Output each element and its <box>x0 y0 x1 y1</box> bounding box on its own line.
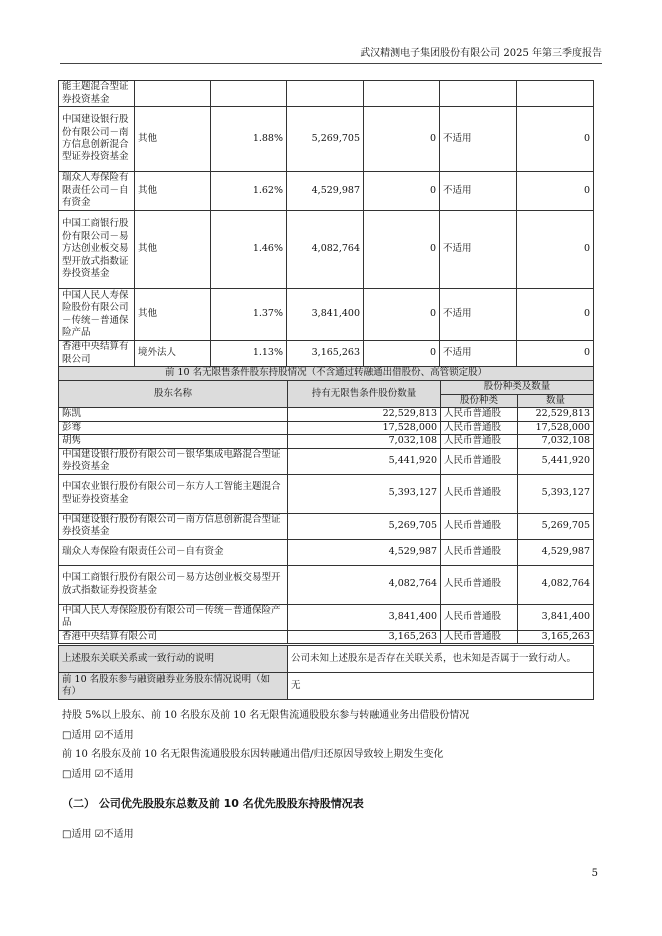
col-header-count: 数量 <box>518 395 594 408</box>
holding-shares: 3,165,263 <box>287 341 364 367</box>
shareholder-nature: 其他 <box>135 107 211 172</box>
share-count: 5,441,920 <box>518 448 594 474</box>
unrestricted-qty: 3,841,400 <box>288 604 441 630</box>
table-title-row <box>59 367 594 381</box>
table-row <box>59 630 594 643</box>
share-count: 5,269,705 <box>518 513 594 539</box>
preferred-applicability: □适用 ☑不适用 <box>62 829 134 840</box>
top10-shareholders-table <box>58 80 594 367</box>
table-row <box>59 646 594 673</box>
table-row <box>59 172 594 211</box>
table-row <box>59 604 594 630</box>
share-count: 4,082,764 <box>518 565 594 604</box>
col-header-kind: 股份种类 <box>441 395 518 408</box>
restricted-shares: 0 <box>364 341 440 367</box>
table-row <box>59 341 594 367</box>
share-kind: 人民币普通股 <box>441 435 518 448</box>
table-row <box>59 81 594 107</box>
unrestricted-qty: 22,529,813 <box>288 408 441 421</box>
holding-shares: 4,529,987 <box>287 172 364 211</box>
pledge-status: 不适用 <box>440 107 517 172</box>
table-row <box>59 539 594 565</box>
table-row <box>59 421 594 434</box>
share-count: 3,165,263 <box>518 630 594 643</box>
share-count: 17,528,000 <box>518 421 594 434</box>
shareholder-name: 能主题混合型证券投资基金 <box>59 81 135 107</box>
table-row <box>59 289 594 341</box>
margin-text: 无 <box>288 673 594 700</box>
restricted-shares: 0 <box>364 211 440 289</box>
lending-applicability: □适用 ☑不适用 <box>62 730 134 741</box>
unrestricted-qty: 3,165,263 <box>288 630 441 643</box>
pledge-status: 不适用 <box>440 289 517 341</box>
unrestricted-qty: 4,529,987 <box>288 539 441 565</box>
relation-text: 公司未知上述股东是否存在关联关系，也未知是否属于一致行动人。 <box>288 646 594 673</box>
share-kind: 人民币普通股 <box>441 565 518 604</box>
share-count: 7,032,108 <box>518 435 594 448</box>
table-row <box>59 565 594 604</box>
shareholder-name: 胡隽 <box>59 435 288 448</box>
margin-label: 前 10 名股东参与融资融券业务股东情况说明（如有） <box>59 673 288 700</box>
unrestricted-shareholders-table <box>58 366 594 644</box>
share-count: 22,529,813 <box>518 408 594 421</box>
shareholder-nature <box>135 81 211 107</box>
holding-pct: 1.37% <box>211 289 287 341</box>
shareholder-name: 中国建设银行股份有限公司－银华集成电路混合型证券投资基金 <box>59 448 288 474</box>
shareholder-name: 瑞众人寿保险有限责任公司－自有资金 <box>59 172 135 211</box>
shareholder-name: 中国人民人寿保险股份有限公司－传统－普通保险产品 <box>59 289 135 341</box>
restricted-shares <box>364 81 440 107</box>
unrestricted-qty: 4,082,764 <box>288 565 441 604</box>
shareholder-name: 香港中央结算有限公司 <box>59 630 288 643</box>
table-row <box>59 435 594 448</box>
pledge-qty: 0 <box>517 289 594 341</box>
share-count: 5,393,127 <box>518 474 594 513</box>
change-applicability: □适用 ☑不适用 <box>62 769 134 780</box>
pledge-qty: 0 <box>517 172 594 211</box>
change-disclosure-text: 前 10 名股东及前 10 名无限售流通股股东因转融通出借/归还原因导致较上期发生变化 <box>62 749 444 760</box>
holding-shares: 5,269,705 <box>287 107 364 172</box>
holding-shares: 4,082,764 <box>287 211 364 289</box>
table-title: 前 10 名无限售条件股东持股情况（不含通过转融通出借股份、高管锁定股） <box>59 367 594 381</box>
pledge-qty: 0 <box>517 211 594 289</box>
holding-pct: 1.13% <box>211 341 287 367</box>
table-row <box>59 448 594 474</box>
lending-disclosure-text: 持股 5%以上股东、前 10 名股东及前 10 名无限售流通股股东参与转融通业务出借股份情况 <box>62 710 470 721</box>
unrestricted-qty: 5,393,127 <box>288 474 441 513</box>
shareholder-name: 瑞众人寿保险有限责任公司－自有资金 <box>59 539 288 565</box>
shareholder-name: 中国农业银行股份有限公司－东方人工智能主题混合型证券投资基金 <box>59 474 288 513</box>
shareholder-notes-table <box>58 645 594 700</box>
share-kind: 人民币普通股 <box>441 474 518 513</box>
holding-pct <box>211 81 287 107</box>
unrestricted-qty: 5,441,920 <box>288 448 441 474</box>
holding-shares <box>287 81 364 107</box>
shareholder-nature: 其他 <box>135 211 211 289</box>
share-kind: 人民币普通股 <box>441 408 518 421</box>
table-row <box>59 211 594 289</box>
share-count: 4,529,987 <box>518 539 594 565</box>
holding-pct: 1.62% <box>211 172 287 211</box>
shareholder-name: 中国人民人寿保险股份有限公司－传统－普通保险产品 <box>59 604 288 630</box>
report-header <box>60 44 602 64</box>
shareholder-name: 陈凯 <box>59 408 288 421</box>
restricted-shares: 0 <box>364 172 440 211</box>
col-header-qty: 持有无限售条件股份数量 <box>288 381 441 408</box>
pledge-qty <box>517 81 594 107</box>
shareholder-name: 中国建设银行股份有限公司－南方信息创新混合型证券投资基金 <box>59 107 135 172</box>
share-kind: 人民币普通股 <box>441 448 518 474</box>
unrestricted-qty: 17,528,000 <box>288 421 441 434</box>
shareholder-nature: 其他 <box>135 289 211 341</box>
share-kind: 人民币普通股 <box>441 421 518 434</box>
share-kind: 人民币普通股 <box>441 604 518 630</box>
pledge-status: 不适用 <box>440 211 517 289</box>
report-title: 武汉精测电子集团股份有限公司 2025 年第三季度报告 <box>360 48 602 59</box>
holding-pct: 1.88% <box>211 107 287 172</box>
shareholder-name: 中国工商银行股份有限公司－易方达创业板交易型开放式指数证券投资基金 <box>59 565 288 604</box>
header-row <box>59 381 594 395</box>
unrestricted-qty: 7,032,108 <box>288 435 441 448</box>
pledge-status: 不适用 <box>440 341 517 367</box>
holding-shares: 3,841,400 <box>287 289 364 341</box>
shareholder-name: 中国工商银行股份有限公司－易方达创业板交易型开放式指数证券投资基金 <box>59 211 135 289</box>
restricted-shares: 0 <box>364 107 440 172</box>
share-count: 3,841,400 <box>518 604 594 630</box>
pledge-status <box>440 81 517 107</box>
share-kind: 人民币普通股 <box>441 539 518 565</box>
pledge-qty: 0 <box>517 341 594 367</box>
table-row <box>59 474 594 513</box>
pledge-qty: 0 <box>517 107 594 172</box>
share-kind: 人民币普通股 <box>441 630 518 643</box>
pledge-status: 不适用 <box>440 172 517 211</box>
shareholder-name: 中国建设银行股份有限公司－南方信息创新混合型证券投资基金 <box>59 513 288 539</box>
page-number: 5 <box>591 868 598 879</box>
table-row <box>59 513 594 539</box>
share-kind: 人民币普通股 <box>441 513 518 539</box>
col-header-kind-group: 股份种类及数量 <box>441 381 594 395</box>
table-row <box>59 408 594 421</box>
shareholder-name: 彭骞 <box>59 421 288 434</box>
unrestricted-qty: 5,269,705 <box>288 513 441 539</box>
relation-label: 上述股东关联关系或一致行动的说明 <box>59 646 288 673</box>
table-row <box>59 107 594 172</box>
table-row <box>59 673 594 700</box>
shareholder-nature: 境外法人 <box>135 341 211 367</box>
shareholder-name: 香港中央结算有限公司 <box>59 341 135 367</box>
col-header-name: 股东名称 <box>59 381 288 408</box>
shareholder-nature: 其他 <box>135 172 211 211</box>
restricted-shares: 0 <box>364 289 440 341</box>
section-heading: （二） 公司优先股股东总数及前 10 名优先股股东持股情况表 <box>62 797 364 810</box>
holding-pct: 1.46% <box>211 211 287 289</box>
